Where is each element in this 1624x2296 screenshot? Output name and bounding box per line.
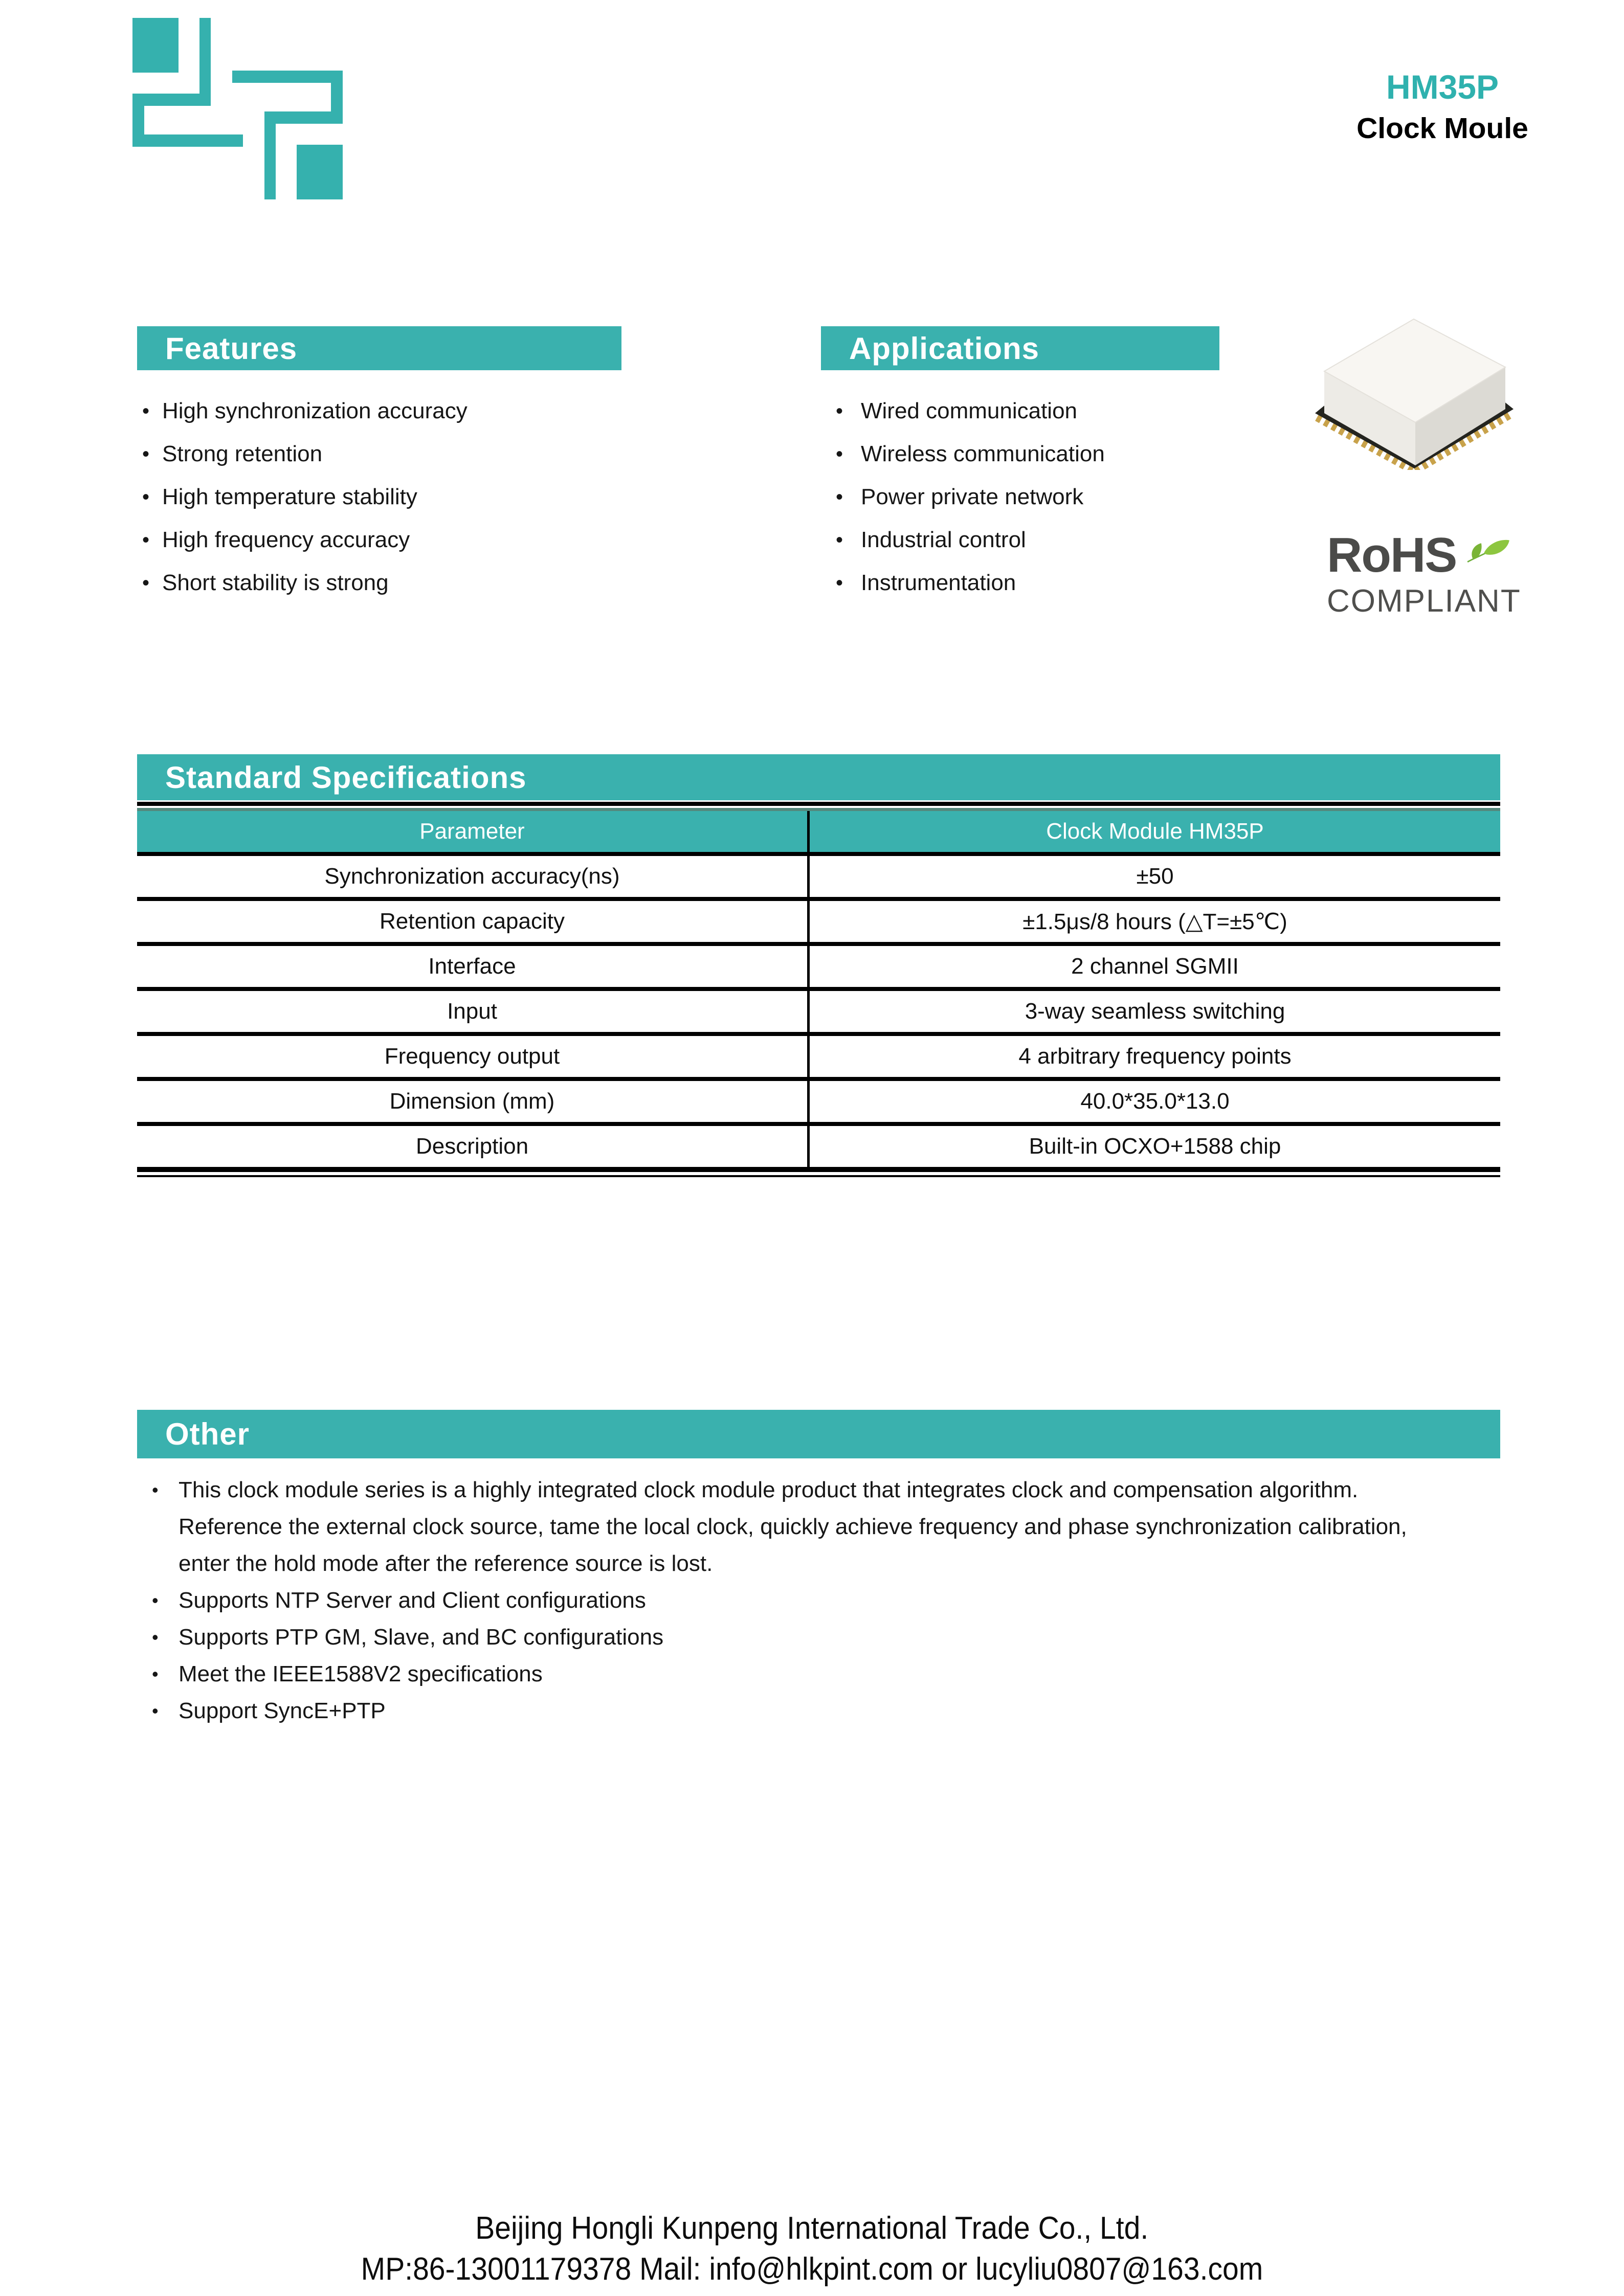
other-band: [137, 1410, 1500, 1458]
list-item: [137, 1619, 1500, 1656]
table-row: [137, 991, 1500, 1036]
leaf-icon: [1460, 533, 1511, 569]
spec-col-value: Clock Module HM35P: [1046, 819, 1264, 844]
specifications-section: [137, 754, 1500, 1177]
features-band: [137, 326, 621, 370]
application-text: Wireless communication: [861, 441, 1105, 466]
rohs-word: RoHS: [1327, 528, 1457, 582]
application-text: Power private network: [861, 484, 1084, 509]
list-item: [137, 476, 802, 519]
spec-param: Synchronization accuracy(ns): [137, 856, 810, 897]
spec-param: Input: [137, 991, 810, 1032]
spec-param: Frequency output: [137, 1036, 810, 1077]
applications-list: [821, 390, 1281, 604]
spec-value: 40.0*35.0*13.0: [1080, 1089, 1230, 1114]
list-item: [137, 1693, 1500, 1729]
specs-band: [137, 754, 1500, 800]
table-row: [137, 1126, 1500, 1167]
applications-band: [821, 326, 1219, 370]
other-text: Meet the IEEE1588V2 specifications: [179, 1661, 543, 1686]
feature-text: High temperature stability: [162, 484, 417, 509]
product-type: Clock Moule: [1356, 112, 1528, 145]
application-text: Instrumentation: [861, 570, 1016, 595]
other-title: Other: [165, 1417, 250, 1451]
logo-square: [132, 18, 179, 73]
specs-title: Standard Specifications: [165, 760, 527, 795]
other-list: [137, 1472, 1500, 1729]
list-item: [137, 519, 802, 561]
footer: [0, 2208, 1624, 2290]
features-list: [137, 390, 802, 604]
other-text: Supports NTP Server and Client configurations: [179, 1588, 646, 1613]
spec-value: 3-way seamless switching: [1025, 999, 1285, 1024]
spec-param: Description: [137, 1126, 810, 1167]
spec-header-row: [137, 811, 1500, 856]
rohs-top-row: [1327, 528, 1511, 582]
spec-param: Interface: [137, 946, 810, 987]
table-row: [137, 946, 1500, 991]
footer-company-line: [0, 2208, 1624, 2249]
table-row: [137, 1036, 1500, 1081]
rohs-compliant-word: COMPLIANT: [1327, 583, 1521, 619]
list-item: [821, 433, 1281, 476]
spec-value: 2 channel SGMII: [1071, 954, 1239, 979]
divider: [137, 802, 1500, 806]
table-row: [137, 856, 1500, 901]
spec-param: Dimension (mm): [137, 1081, 810, 1122]
footer-contact-text: MP:86-13001179378 Mail: info@hlkpint.com or lucyliu0807@163.com: [361, 2252, 1263, 2287]
table-row: [137, 901, 1500, 946]
footer-contact-line: [0, 2249, 1624, 2290]
features-title: Features: [165, 331, 298, 366]
list-item: [137, 1656, 1500, 1693]
application-text: Wired communication: [861, 398, 1078, 423]
spec-col-parameter: Parameter: [137, 811, 810, 852]
list-item: [821, 561, 1281, 604]
list-item: [137, 1472, 1416, 1582]
other-text: Supports PTP GM, Slave, and BC configurations: [179, 1625, 664, 1650]
feature-text: High frequency accuracy: [162, 527, 410, 552]
list-item: [821, 476, 1281, 519]
spec-value: 4 arbitrary frequency points: [1018, 1044, 1292, 1069]
spec-param: Retention capacity: [137, 901, 810, 942]
other-text: This clock module series is a highly integrated clock module product that integrates clock and compensation algorithm. Reference the external clock source, tame the local clock, quickly achieve frequency and phase synchronization calibration, enter the hold mode after the reference source is lost.: [179, 1477, 1407, 1576]
divider: [137, 1175, 1500, 1177]
table-row: [137, 1081, 1500, 1126]
list-item: [821, 519, 1281, 561]
product-code: HM35P: [1386, 68, 1499, 106]
rohs-compliant-logo: [1327, 528, 1521, 619]
feature-text: High synchronization accuracy: [162, 398, 468, 423]
application-text: Industrial control: [861, 527, 1026, 552]
footer-company-text: Beijing Hongli Kunpeng International Trade Co., Ltd.: [475, 2211, 1149, 2246]
list-item: [137, 390, 802, 433]
company-logo: [132, 18, 343, 200]
header-product-block: [1325, 66, 1560, 149]
divider: [137, 1167, 1500, 1172]
spec-value: ±1.5μs/8 hours (△T=±5℃): [1022, 909, 1287, 934]
spec-value: Built-in OCXO+1588 chip: [1029, 1134, 1281, 1159]
product-photo: [1313, 316, 1515, 470]
feature-text: Strong retention: [162, 441, 323, 466]
list-item: [137, 561, 802, 604]
feature-text: Short stability is strong: [162, 570, 389, 595]
list-item: [137, 433, 802, 476]
list-item: [821, 390, 1281, 433]
list-item: [137, 1582, 1500, 1619]
spec-value: ±50: [1136, 864, 1174, 889]
applications-title: Applications: [849, 331, 1040, 366]
other-text: Support SyncE+PTP: [179, 1698, 386, 1723]
